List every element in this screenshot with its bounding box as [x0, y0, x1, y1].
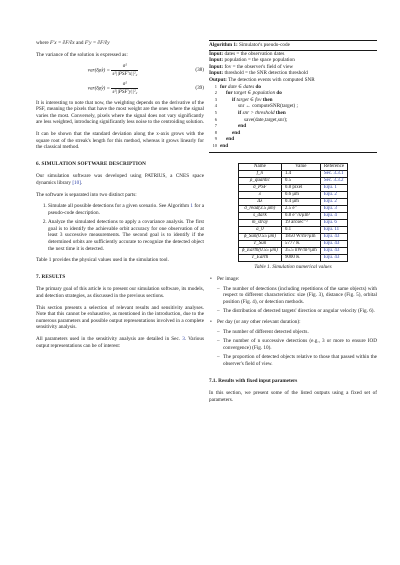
param-name-cell: λ	[238, 191, 281, 198]
equation-number: (38)	[195, 66, 204, 73]
fx-definition: F′x = ∂F/∂x	[49, 40, 75, 46]
left-column	[36, 40, 204, 354]
section-7-1-heading: 7.1. Results with fixed input parameters	[209, 377, 298, 384]
param-ref-cell[interactable]: Equ. 2	[320, 191, 347, 198]
param-ref-cell[interactable]: Equ. 43	[320, 247, 347, 254]
algorithm-line: 2 for target ∈ population do	[214, 90, 282, 97]
algorithm-line: 4 snr ← computeSNR(target) ;	[214, 103, 298, 110]
param-ref-cell[interactable]: Equ. 2	[320, 198, 347, 205]
list-item: – The number of detections (including repetitions of the same objects) with respect to different characteristics: size (Fig. 3), distance (Fig. 5), orbital position (Fig. 4), or detection methods.	[223, 286, 377, 306]
param-ref-cell[interactable]: Equ. 6	[320, 219, 347, 226]
paragraph-patrius: Our simulation software was developed using PATRIUS, a CNES space dynamics library [10].	[36, 173, 204, 186]
param-ref-cell[interactable]: Sec. 3.3.1	[320, 170, 347, 177]
where-line: where F′x = ∂F/∂x and F′y = ∂F/∂y	[36, 40, 110, 46]
table-row	[238, 191, 347, 198]
fy-definition: F′y = ∂F/∂y	[84, 40, 110, 46]
param-ref-cell[interactable]: Equ. 11	[320, 226, 347, 233]
paragraph-parameters: All parameters used in the sensitivity analysis are detailed in Sec. 3. Various output representations can be of interest:	[36, 336, 204, 349]
algorithm-line: 6 save(date,target,snr);	[214, 116, 288, 123]
param-value-cell: 1850 W/m²/μm	[281, 233, 320, 240]
param-name-cell: ρ_quantic	[238, 177, 281, 184]
paragraph-fixed-params: In this section, we present some of the listed outputs using a fixed set of parameters.	[209, 390, 377, 403]
algorithm-box	[209, 40, 377, 153]
paragraph-weighting: It is interesting to note that now, the weighting depends on the derivative of the PSF, meaning the pixels that have the most weight are the ones where the signal varies the most. Conversely, pixels where the signal does not vary significantly are less weighted, introducing significantly less noise to the centroiding solution.	[36, 99, 204, 126]
table-row	[238, 177, 347, 184]
list-item: 1. Simulate all possible detections for a given scenario. See Algorithm 1 for a pseudo-code description.	[48, 203, 204, 216]
param-ref-cell[interactable]: Equ. 4	[320, 212, 347, 219]
param-ref-cell[interactable]: Equ. 43	[320, 233, 347, 240]
paragraph-primary-goal: The primary goal of this article is to present our simulation software, its models, and detection strategies, as discussed in the previous sections.	[36, 286, 204, 300]
param-value-cell: 2.5 e⁻	[281, 205, 320, 212]
equation-39: var(δρ̂y) = $\frac{\text{σ²}}{\text{s²||PSF′y||²₂}}$ (39)	[87, 81, 204, 95]
param-ref-cell[interactable]: Equ. 43	[320, 254, 347, 261]
param-value-cell: 0.1	[281, 226, 320, 233]
param-ref-cell[interactable]: Sec. 3.3.2	[320, 177, 347, 184]
algorithm-input: Input: population = the space population	[209, 57, 295, 64]
algorithm-output: Output: The detection events with computed SNR	[209, 76, 315, 83]
table-row	[238, 240, 347, 247]
param-value-cell: 0.4 μm	[281, 198, 320, 205]
column-header: Reference	[320, 163, 347, 170]
algorithm-line: 1 for date ∈ dates do	[214, 83, 262, 90]
param-value-cell: 1.4	[281, 170, 320, 177]
table-body	[238, 170, 347, 261]
algorithm-line: 3 if target ∈ fov then	[214, 96, 273, 103]
table-caption: Table 1. Simulation numerical values	[254, 263, 332, 270]
column-header: Value	[281, 163, 320, 170]
bullet-per-image: • Per image:	[209, 276, 377, 283]
param-name-cell: T_Earth	[238, 254, 281, 261]
param-ref-cell[interactable]: Equ. 3	[320, 205, 347, 212]
algorithm-input: Input: threshold = the SNR detection threshold	[209, 70, 308, 77]
param-name-cell: m_stray	[238, 219, 281, 226]
list-item: – The distribution of detected targets' direction or angular velocity (Fig. 6).	[223, 308, 377, 315]
param-name-cell: σ_PSF	[238, 184, 281, 191]
paragraph-table-ref: Table 1 provides the physical values used in the simulation tool.	[36, 257, 169, 264]
list-item: – The number of different detected objects.	[223, 329, 377, 336]
table-row	[238, 184, 347, 191]
algorithm-input: Input: fov = the observer's field of view	[209, 63, 294, 70]
param-ref-cell[interactable]: Equ. 1	[320, 184, 347, 191]
param-value-cell: 9000 K	[281, 254, 320, 261]
param-name-cell: T_Sun	[238, 240, 281, 247]
table-row	[238, 212, 347, 219]
paragraph-std-dev: It can be shown that the standard deviation along the x-axis grows with the square root of the streak's length for this method, whereas it grows linearly for the classical method.	[36, 130, 204, 151]
algorithm-line: 5 if snr > threshold then	[214, 109, 286, 116]
column-header: Name	[238, 163, 281, 170]
bullet-per-day: • Per day (or any other relevant duration):	[209, 319, 377, 326]
algorithm-line: 9 end	[214, 136, 235, 143]
list-item: – The number of n successive detections (e.g., 3 or more to ensure IOD convergence) (Fig. 10).	[223, 338, 377, 351]
table-header-row	[238, 163, 347, 170]
section-6-heading: 6. SIMULATION SOFTWARE DESCRIPTION	[36, 160, 146, 167]
section-7-heading: 7. RESULTS	[36, 273, 66, 280]
table-row	[238, 219, 347, 226]
table-row	[238, 233, 347, 240]
parameters-table	[238, 163, 348, 262]
param-name-cell: a_0	[238, 226, 281, 233]
table-row	[238, 170, 347, 177]
per-image-list	[209, 286, 377, 315]
table-row	[238, 226, 347, 233]
param-name-cell: Δλ	[238, 198, 281, 205]
per-day-list	[209, 329, 377, 368]
equation-number: (39)	[195, 85, 204, 92]
algorithm-line: 8 end	[214, 129, 241, 136]
variance-intro: The variance of the solution is expressed as:	[36, 51, 128, 58]
param-value-cell: 19 arcsec⁻²	[281, 219, 320, 226]
software-parts-list	[36, 203, 204, 252]
table-row	[238, 198, 347, 205]
table-row	[238, 205, 347, 212]
algorithm-line: 7 end	[214, 123, 247, 130]
param-value-cell: 35.5 nW/m²/μm	[281, 247, 320, 254]
param-value-cell: 0.5	[281, 177, 320, 184]
param-value-cell: 0.8 e⁻/s/μm²	[281, 212, 320, 219]
param-name-cell: f_n	[238, 170, 281, 177]
param-value-cell: 0.6 μm	[281, 191, 320, 198]
list-item: 2. Analyze the simulated detections to apply a covariance analysis. The first goal is to identify the achievable orbit accuracy for one observation of at least 3 successive measurements. The second goal is to identify if the determined orbits are sufficiently accurate to recognize the detected object the next time it is detected.	[48, 219, 204, 252]
algorithm-title: Algorithm 1: Simulator's pseudo-code	[209, 41, 377, 51]
section-link[interactable]: 3	[182, 336, 185, 342]
list-item: – The proportion of detected objects relative to those that passed within the observer's field of view.	[223, 354, 377, 367]
param-value-cell: 0.8 pixel	[281, 184, 320, 191]
algorithm-link[interactable]: 1	[190, 203, 193, 210]
param-name-cell: ϕ_Earth(0.55 μm)	[238, 247, 281, 254]
algorithm-input: Input: dates = the observation dates	[209, 50, 285, 57]
right-column	[209, 40, 377, 408]
param-ref-cell[interactable]: Equ. 43	[320, 240, 347, 247]
param-name-cell: ϕ_Sun(0.55 μm)	[238, 233, 281, 240]
paragraph-parts: The software is separated into two distinct parts:	[36, 191, 137, 198]
param-name-cell: s_dark	[238, 212, 281, 219]
param-name-cell: σ_read(3.5 μm)	[238, 205, 281, 212]
table-row	[238, 247, 347, 254]
table-row	[238, 254, 347, 261]
algorithm-line: 10 end	[212, 142, 229, 149]
equation-38: var(δρ̂x) = $\frac{\text{σ²}}{\text{s²||PSF′x||²₂}}$ (38)	[87, 63, 204, 77]
citation-link[interactable]: [10]	[72, 179, 81, 186]
param-value-cell: 5777 K	[281, 240, 320, 247]
paragraph-selection: This section presents a selection of relevant results and sensitivity analyses. Note that this cannot be exhaustive, as mentioned in the introduction, due to the numerous parameters and possible output representations involved in a complete sensitivity analysis.	[36, 304, 204, 331]
